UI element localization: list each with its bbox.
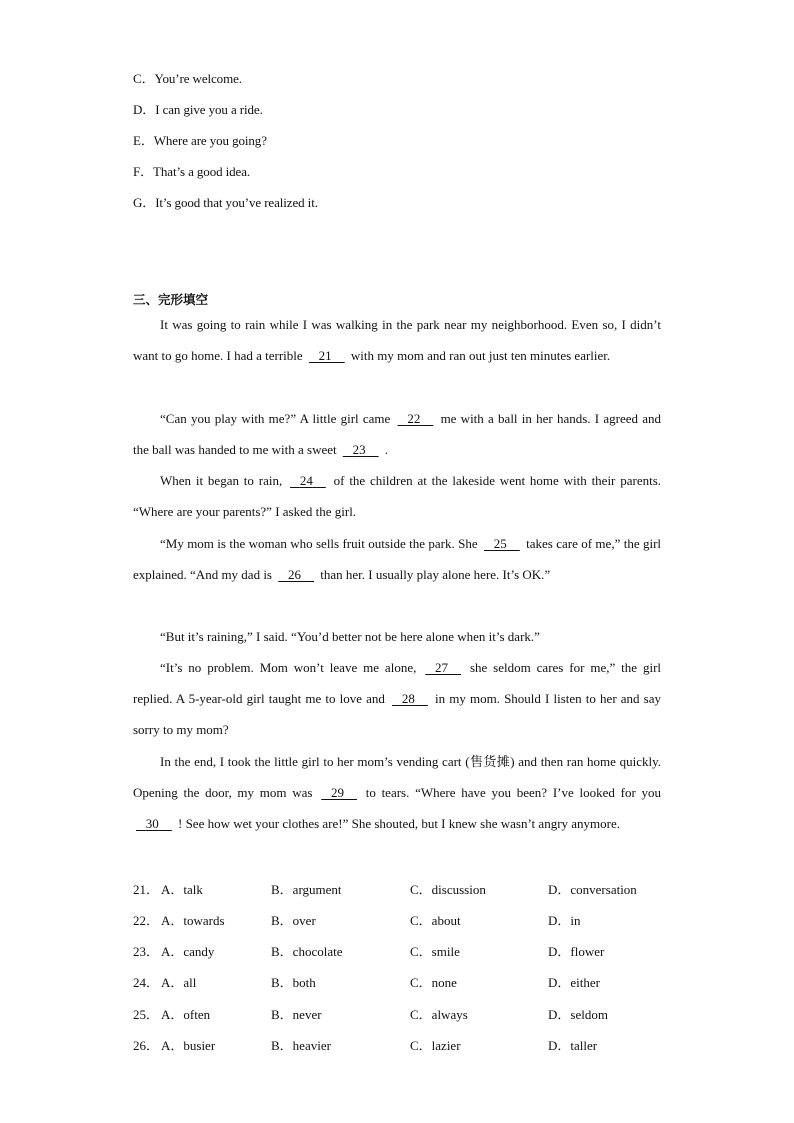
option-c: C．smile [410,944,460,959]
passage-paragraph-1: It was going to rain while I was walking in the park near my neighborhood. Even so, I didn’t want to go home. I had a terrible 21 with my mom and ran out just ten minutes earlier. [133,309,661,371]
option-d: D．taller [548,1038,598,1053]
option-d: D．conversation [548,882,637,897]
prev-option-d: D．I can give you a ride. [133,102,263,117]
passage-paragraph-3: When it began to rain, 24 of the children at the lakeside went home with their parents. “Where are your parents?” I asked the girl. [133,465,661,527]
option-d: D．in [548,913,581,928]
question-row [133,972,693,992]
blank-25: 25 [493,536,507,551]
prev-option-e: E．Where are you going? [133,133,267,148]
option-c: C．none [410,975,457,990]
option-a: A．towards [161,913,225,928]
option-c: C．lazier [410,1038,461,1053]
passage-paragraph-5: “But it’s raining,” I said. “You’d better not be here alone when it’s dark.” [160,629,540,644]
passage-paragraph-7: In the end, I took the little girl to her mom’s vending cart (售货摊) and then ran home quickly. Opening the door, my mom was 29 to tears. “Where have you been? I’ve looked for you 30 ! See how wet your clothes are!” She shouted, but I knew she wasn’t angry anymore. [133,746,661,840]
option-a: A．often [161,1007,211,1022]
option-a: A．all [161,975,197,990]
blank-21: 21 [318,348,332,364]
option-c: C．about [410,913,461,928]
prev-option-f: F．That’s a good idea. [133,164,251,179]
section-title: 三、完形填空 [133,292,209,307]
question-row [133,1035,693,1055]
blank-30: 30 [145,816,159,832]
option-b: B．argument [271,882,342,897]
blank-26: 26 [288,567,301,583]
blank-23: 23 [352,442,366,458]
option-c: C．discussion [410,882,486,897]
option-c: C．always [410,1007,468,1022]
question-row [133,910,693,930]
prev-option-g: G．It’s good that you’ve realized it. [133,195,318,210]
option-a: A．candy [161,944,215,959]
blank-29: 29 [330,785,344,801]
passage-paragraph-6: “It’s no problem. Mom won’t leave me alone, 27 she seldom cares for me,” the girl replied. A 5-year-old girl taught me to love and 28 in my mom. Should I listen to her and say sorry to my mom? [133,652,661,746]
blank-27: 27 [435,660,449,675]
question-number: 21． [133,882,160,897]
question-row [133,879,693,899]
option-b: B．both [271,975,316,990]
prev-option-c: C．You’re welcome. [133,71,242,86]
blank-24: 24 [299,473,313,488]
question-number: 25． [133,1007,160,1022]
blank-28: 28 [401,691,415,707]
option-b: B．heavier [271,1038,331,1053]
option-a: A．talk [161,882,203,897]
option-a: A．busier [161,1038,216,1053]
question-number: 23． [133,944,160,959]
question-number: 22． [133,913,160,928]
option-b: B．over [271,913,316,928]
passage-paragraph-4: “My mom is the woman who sells fruit outside the park. She 25 takes care of me,” the girl explained. “And my dad is 26 than her. I usually play alone here. It’s OK.” [133,528,661,590]
question-row [133,941,693,961]
option-d: D．seldom [548,1007,608,1022]
question-row [133,1004,693,1024]
question-number: 26． [133,1038,160,1053]
blank-22: 22 [407,411,421,426]
option-b: B．never [271,1007,322,1022]
option-d: D．flower [548,944,605,959]
option-b: B．chocolate [271,944,343,959]
option-d: D．either [548,975,600,990]
passage-paragraph-2: “Can you play with me?” A little girl came 22 me with a ball in her hands. I agreed and the ball was handed to me with a sweet 23 . [133,403,661,465]
question-number: 24． [133,975,160,990]
